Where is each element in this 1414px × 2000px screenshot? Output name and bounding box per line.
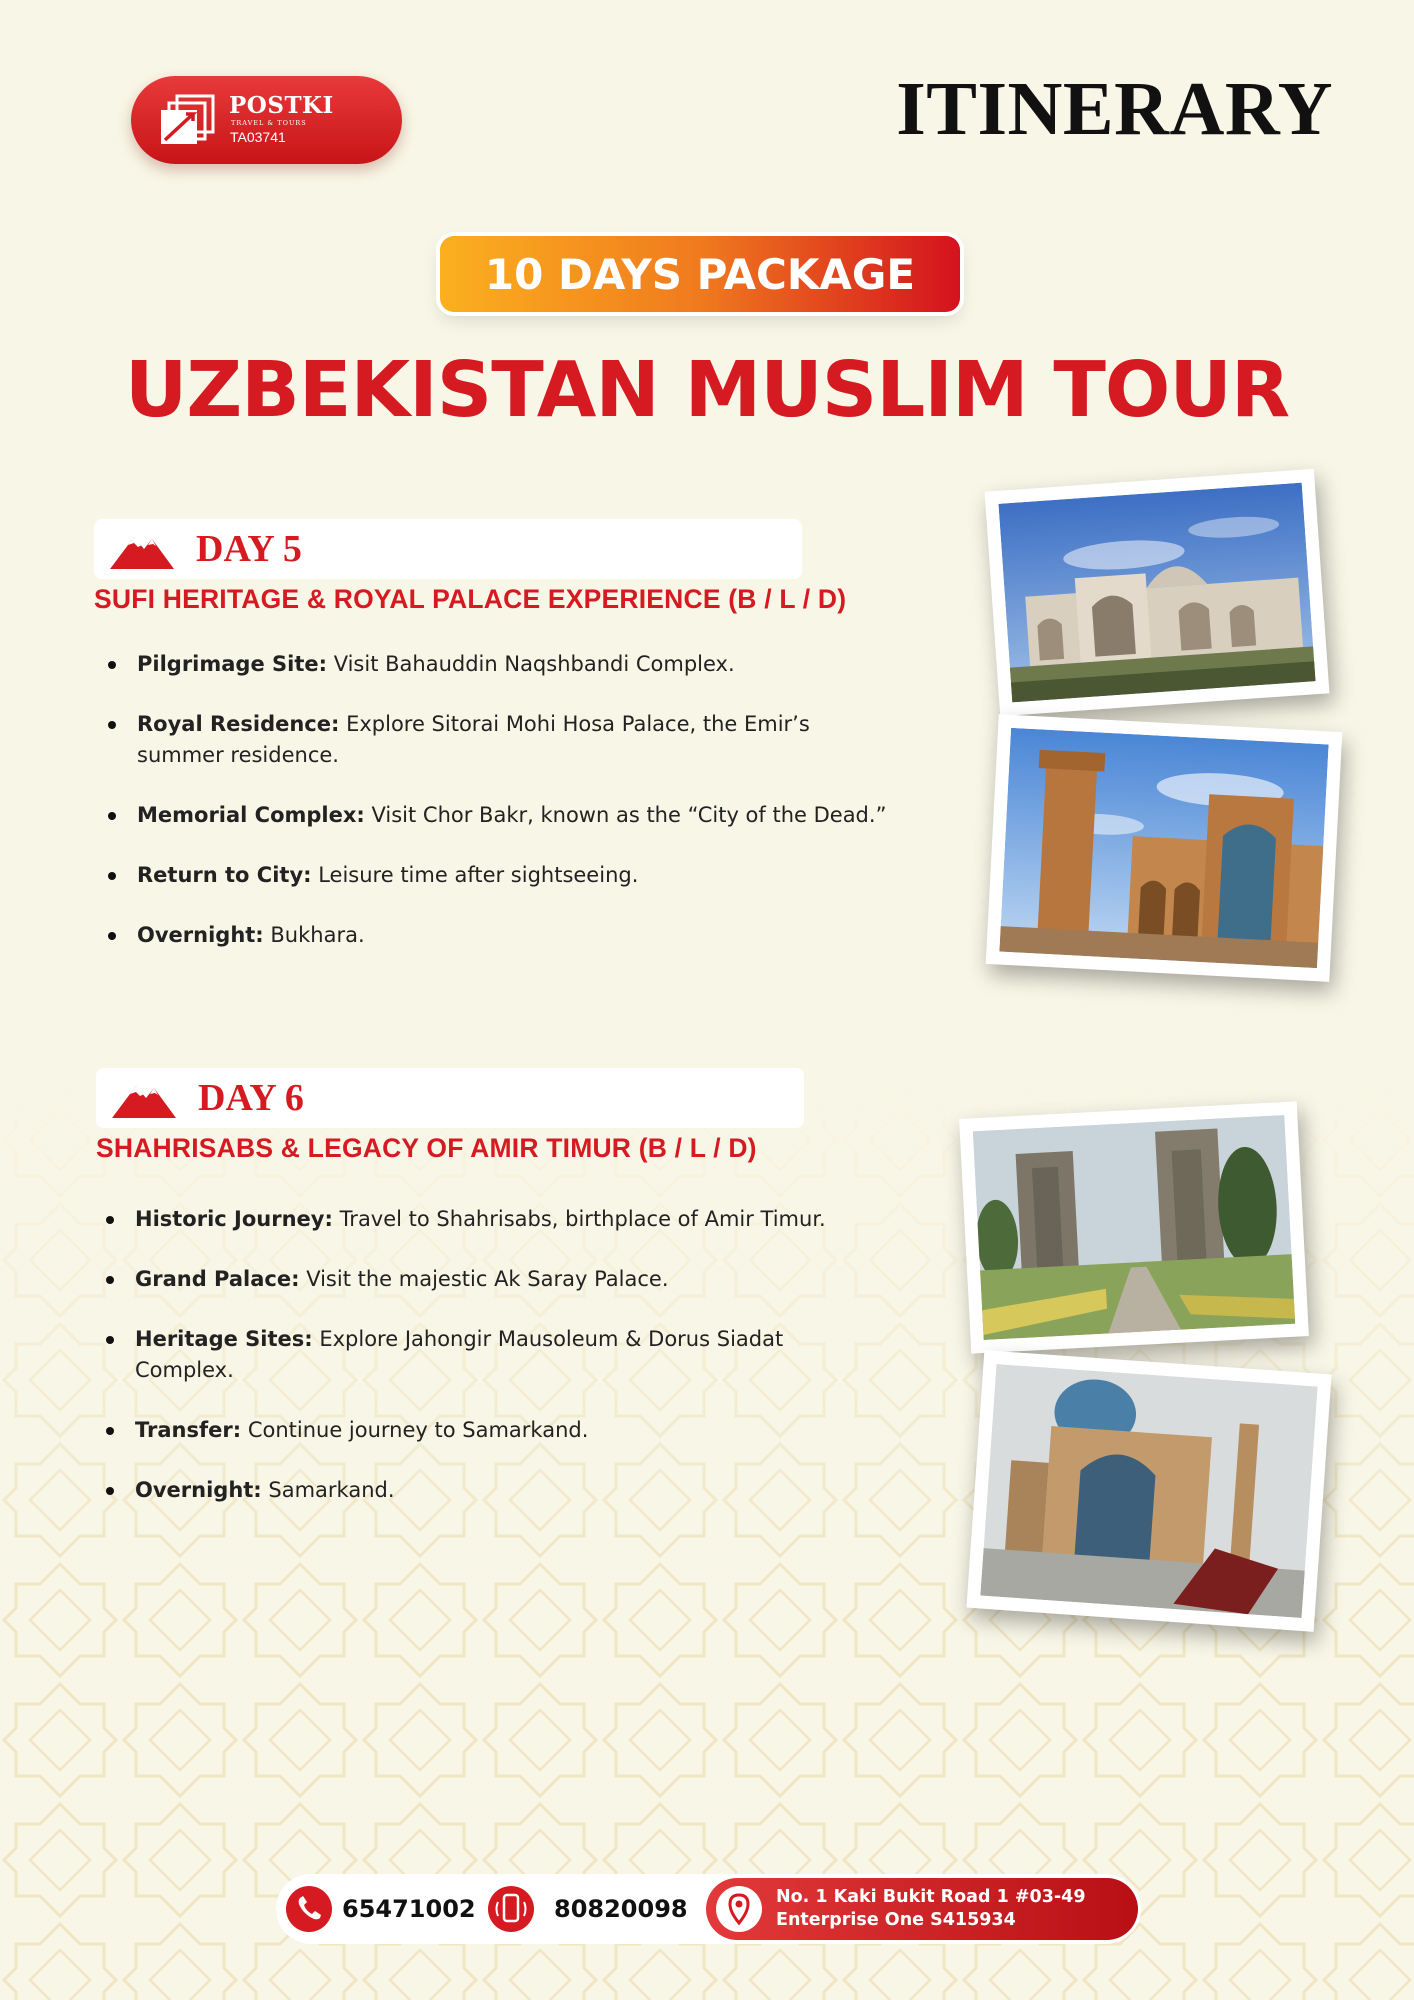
day-label: DAY 6 bbox=[198, 1077, 304, 1119]
item-text: Continue journey to Samarkand. bbox=[241, 1418, 589, 1442]
phone-number[interactable]: 65471002 bbox=[342, 1895, 476, 1923]
item-term: Pilgrimage Site: bbox=[137, 652, 328, 676]
list-item bbox=[102, 1264, 882, 1295]
item-term: Memorial Complex: bbox=[137, 803, 365, 827]
list-item bbox=[102, 1204, 882, 1235]
phone-icon bbox=[286, 1886, 332, 1932]
address-line-1: No. 1 Kaki Bukit Road 1 #03-49 bbox=[776, 1887, 1086, 1907]
bahauddin-complex-photo bbox=[985, 469, 1330, 716]
day-6-subtitle: SHAHRISABS & LEGACY OF AMIR TIMUR (B / L / D) bbox=[96, 1133, 757, 1163]
item-text: Bukhara. bbox=[263, 923, 365, 947]
logo-license: TA03741 bbox=[230, 129, 286, 145]
item-term: Historic Journey: bbox=[135, 1207, 333, 1231]
item-text: Travel to Shahrisabs, birthplace of Amir Timur. bbox=[332, 1207, 826, 1231]
list-item bbox=[102, 1475, 882, 1506]
item-term: Overnight: bbox=[137, 923, 264, 947]
list-item bbox=[104, 800, 934, 831]
item-text: Visit Bahauddin Naqshbandi Complex. bbox=[327, 652, 735, 676]
mountain-icon bbox=[108, 527, 176, 571]
mobile-number[interactable]: 80820098 bbox=[554, 1895, 688, 1923]
item-text: Visit the majestic Ak Saray Palace. bbox=[299, 1267, 669, 1291]
amir-timur-mausoleum-photo bbox=[966, 1350, 1331, 1632]
list-item bbox=[104, 649, 934, 680]
location-pin-icon bbox=[716, 1886, 762, 1932]
list-item bbox=[104, 709, 864, 771]
list-item bbox=[104, 920, 934, 951]
list-item bbox=[102, 1324, 842, 1386]
logo-brand: POSTKI bbox=[229, 92, 334, 119]
document-title: ITINERARY bbox=[896, 67, 1333, 151]
company-logo bbox=[131, 76, 402, 164]
logo-mark-icon bbox=[159, 94, 217, 146]
day-6-itinerary-list bbox=[102, 1204, 882, 1535]
mobile-phone-icon bbox=[488, 1886, 534, 1932]
day-5-header bbox=[94, 519, 802, 579]
package-badge: 10 DAYS PACKAGE bbox=[440, 236, 960, 312]
item-text: Explore Sitorai Mohi Hosa Palace, the Emir’s summer residence. bbox=[137, 712, 810, 767]
item-term: Royal Residence: bbox=[137, 712, 340, 736]
day-label: DAY 5 bbox=[196, 528, 302, 570]
item-term: Transfer: bbox=[135, 1418, 242, 1442]
mountain-icon bbox=[110, 1076, 178, 1120]
item-term: Grand Palace: bbox=[135, 1267, 300, 1291]
address-line-2: Enterprise One S415934 bbox=[776, 1910, 1016, 1930]
item-text: Visit Chor Bakr, known as the “City of the Dead.” bbox=[364, 803, 887, 827]
day-6-header bbox=[96, 1068, 804, 1128]
item-text: Samarkand. bbox=[261, 1478, 395, 1502]
contact-footer bbox=[276, 1874, 1140, 1944]
item-term: Return to City: bbox=[137, 863, 312, 887]
item-term: Heritage Sites: bbox=[135, 1327, 313, 1351]
item-term: Overnight: bbox=[135, 1478, 262, 1502]
item-text: Leisure time after sightseeing. bbox=[311, 863, 639, 887]
address-badge bbox=[706, 1878, 1138, 1940]
tour-title: UZBEKISTAN MUSLIM TOUR bbox=[124, 346, 1290, 435]
day-5-itinerary-list bbox=[104, 649, 934, 980]
day-5-subtitle: SUFI HERITAGE & ROYAL PALACE EXPERIENCE (B / L / D) bbox=[94, 584, 847, 614]
ak-saray-palace-photo bbox=[959, 1101, 1309, 1353]
list-item bbox=[102, 1415, 882, 1446]
logo-tagline: TRAVEL & TOURS bbox=[231, 119, 307, 127]
list-item bbox=[104, 860, 934, 891]
item-text: Explore Jahongir Mausoleum & Dorus Siadat Complex. bbox=[135, 1327, 784, 1382]
chor-bakr-photo bbox=[986, 714, 1343, 982]
